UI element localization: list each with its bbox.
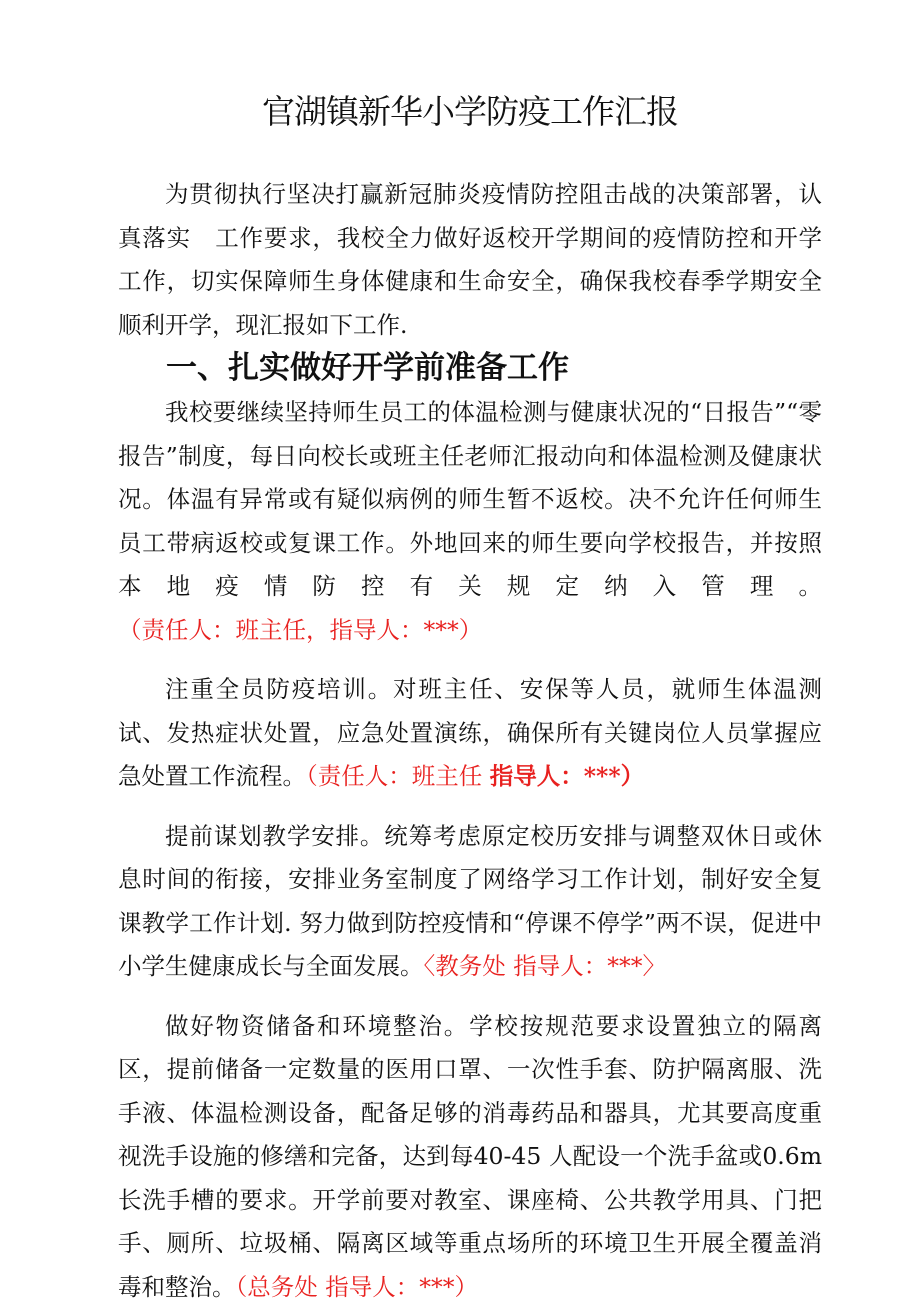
intro-paragraph xyxy=(118,173,822,347)
paragraph-teaching-plan xyxy=(118,815,822,989)
responsibility-note: 〈教务处 指导人：***〉 xyxy=(424,952,666,980)
responsibility-note: （责任人：班主任 xyxy=(306,762,482,790)
document-title: 官湖镇新华小学防疫工作汇报 xyxy=(118,0,822,136)
paragraph-health-reporting xyxy=(118,391,822,652)
paragraph-training xyxy=(118,668,822,799)
paragraph-text: 注重全员防疫培训。对班主任、安保等人员，就师生体温测试、发热症状处置，应急处置演练，确保所有关键岗位人员掌握应急处置工作流程。 xyxy=(118,675,822,790)
section-1-heading: 一、扎实做好开学前准备工作 xyxy=(118,347,822,391)
paragraph-text: 提前谋划教学安排。统筹考虑原定校历安排与调整双休日或休息时间的衔接，安排业务室制度了网络学习工作计划，制好安全复课教学工作计划. 努力做到防控疫情和“停课不停学”两不误，促进中小学生健康成长与全面发展。 xyxy=(118,822,822,981)
responsibility-note-instructor: 指导人：***） xyxy=(490,762,644,790)
responsibility-note: （责任人：班主任，指导人：***） xyxy=(118,616,482,644)
responsibility-note: （总务处 指导人：***） xyxy=(236,1273,478,1301)
paragraph-text: 我校要继续坚持师生员工的体温检测与健康状况的“日报告”“零报告”制度，每日向校长或班主任老师汇报动向和体温检测及健康状况。体温有异常或有疑似病例的师生暂不返校。决不允许任何师生员工带病返校或复课工作。外地回来的师生要向学校报告，并按照本地疫情防控有关规定纳入管理。 xyxy=(118,398,822,600)
paragraph-text: 做好物资储备和环境整治。学校按规范要求设置独立的隔离区，提前储备一定数量的医用口罩、一次性手套、防护隔离服、洗手液、体温检测设备，配备足够的消毒药品和器具，尤其要高度重视洗手设施的修缮和完备，达到每40-45 人配设一个洗手盆或0.6m 长洗手槽的要求。开学前要对教室、课座椅、公共教学用具、门把手、厕所、垃圾桶、隔离区域等重点场所的环境卫生开展全覆盖消毒和整治。 xyxy=(118,1012,822,1301)
paragraph-supplies xyxy=(118,1005,822,1309)
intro-text: 为贯彻执行坚决打赢新冠肺炎疫情防控阻击战的决策部署，认真落实 工作要求，我校全力做好返校开学期间的疫情防控和开学工作，切实保障师生身体健康和生命安全，确保我校春季学期安全顺利开学，现汇报如下工作. xyxy=(118,180,822,339)
